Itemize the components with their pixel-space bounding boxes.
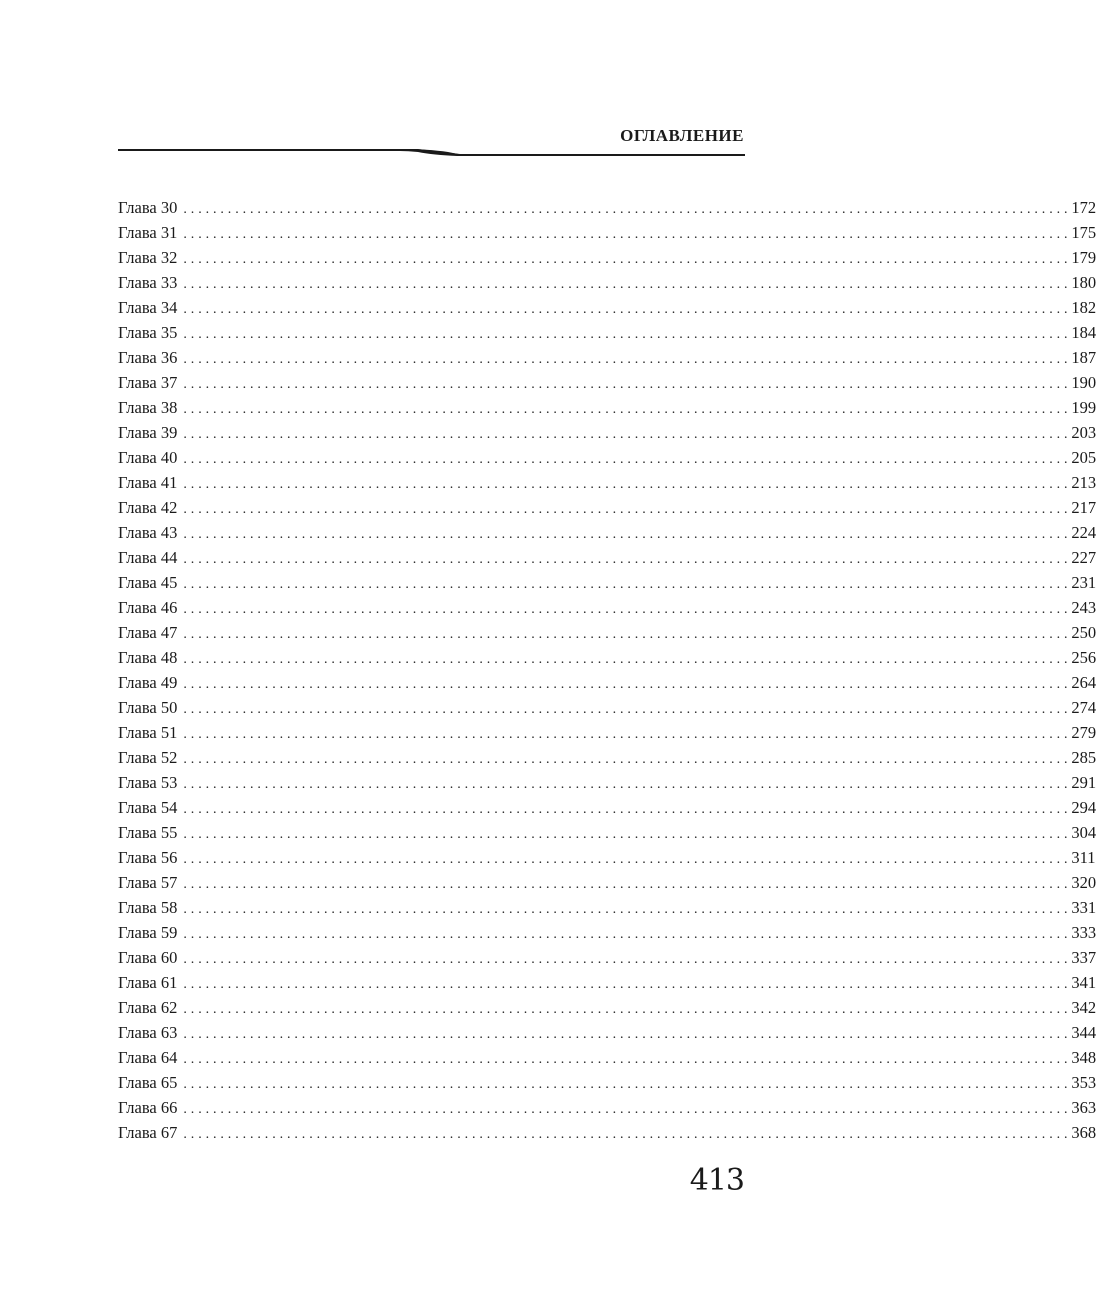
header-divider xyxy=(118,144,745,160)
toc-entry-label: Глава 51 xyxy=(118,723,178,742)
toc-entry[interactable] xyxy=(118,920,1096,945)
toc-entry[interactable] xyxy=(118,1020,1096,1045)
toc-dot-leader: ........................................................................................................................ xyxy=(183,227,1072,242)
toc-dot-leader: ........................................................................................................................ xyxy=(183,202,1072,217)
toc-entry-page: 341 xyxy=(1071,973,1096,992)
toc-entry-page: 182 xyxy=(1071,298,1096,317)
toc-entry[interactable] xyxy=(118,795,1096,820)
toc-dot-leader: ........................................................................................................................ xyxy=(183,1027,1072,1042)
toc-dot-leader: ........................................................................................................................ xyxy=(183,827,1072,842)
toc-entry-label: Глава 66 xyxy=(118,1098,178,1117)
toc-dot-leader: ........................................................................................................................ xyxy=(183,702,1072,717)
toc-dot-leader: ........................................................................................................................ xyxy=(183,577,1072,592)
toc-entry-label: Глава 33 xyxy=(118,273,178,292)
toc-entry[interactable] xyxy=(118,720,1096,745)
toc-dot-leader: ........................................................................................................................ xyxy=(183,852,1072,867)
toc-entry-page: 227 xyxy=(1071,548,1096,567)
toc-dot-leader: ........................................................................................................................ xyxy=(183,502,1072,517)
toc-entry[interactable] xyxy=(118,520,1096,545)
toc-entry-label: Глава 35 xyxy=(118,323,178,342)
toc-entry-label: Глава 43 xyxy=(118,523,178,542)
toc-entry[interactable] xyxy=(118,570,1096,595)
toc-entry-label: Глава 63 xyxy=(118,1023,178,1042)
toc-entry[interactable] xyxy=(118,945,1096,970)
toc-entry-page: 175 xyxy=(1071,223,1096,242)
toc-dot-leader: ........................................................................................................................ xyxy=(183,352,1072,367)
toc-entry-page: 231 xyxy=(1071,573,1096,592)
toc-entry-label: Глава 62 xyxy=(118,998,178,1017)
toc-entry-page: 285 xyxy=(1071,748,1096,767)
toc-entry[interactable] xyxy=(118,245,1096,270)
toc-entry-page: 172 xyxy=(1071,198,1096,217)
toc-entry[interactable] xyxy=(118,470,1096,495)
toc-dot-leader: ........................................................................................................................ xyxy=(183,377,1072,392)
toc-entry[interactable] xyxy=(118,445,1096,470)
toc-entry-label: Глава 67 xyxy=(118,1123,178,1142)
toc-entry-label: Глава 56 xyxy=(118,848,178,867)
toc-dot-leader: ........................................................................................................................ xyxy=(183,552,1072,567)
toc-entry-page: 368 xyxy=(1071,1123,1096,1142)
toc-dot-leader: ........................................................................................................................ xyxy=(183,1077,1072,1092)
toc-entry[interactable] xyxy=(118,620,1096,645)
toc-entry[interactable] xyxy=(118,295,1096,320)
toc-entry-label: Глава 47 xyxy=(118,623,178,642)
toc-entry-page: 184 xyxy=(1071,323,1096,342)
toc-entry[interactable] xyxy=(118,495,1096,520)
toc-entry-label: Глава 48 xyxy=(118,648,178,667)
toc-dot-leader: ........................................................................................................................ xyxy=(183,527,1072,542)
toc-entry-page: 348 xyxy=(1071,1048,1096,1067)
toc-entry[interactable] xyxy=(118,970,1096,995)
toc-entry-label: Глава 42 xyxy=(118,498,178,517)
toc-dot-leader: ........................................................................................................................ xyxy=(183,777,1072,792)
toc-entry-page: 264 xyxy=(1071,673,1096,692)
toc-dot-leader: ........................................................................................................................ xyxy=(183,952,1072,967)
toc-entry-page: 205 xyxy=(1071,448,1096,467)
toc-entry[interactable] xyxy=(118,995,1096,1020)
toc-entry[interactable] xyxy=(118,395,1096,420)
toc-entry-label: Глава 53 xyxy=(118,773,178,792)
toc-entry[interactable] xyxy=(118,420,1096,445)
toc-entry[interactable] xyxy=(118,695,1096,720)
toc-entry-label: Глава 52 xyxy=(118,748,178,767)
toc-entry-label: Глава 61 xyxy=(118,973,178,992)
toc-dot-leader: ........................................................................................................................ xyxy=(183,452,1072,467)
toc-entry-label: Глава 60 xyxy=(118,948,178,967)
toc-entry-page: 243 xyxy=(1071,598,1096,617)
toc-entry-page: 187 xyxy=(1071,348,1096,367)
toc-dot-leader: ........................................................................................................................ xyxy=(183,1002,1072,1017)
toc-entry-page: 337 xyxy=(1071,948,1096,967)
toc-entry-page: 294 xyxy=(1071,798,1096,817)
toc-entry-label: Глава 37 xyxy=(118,373,178,392)
toc-entry[interactable] xyxy=(118,320,1096,345)
running-header-title: ОГЛАВЛЕНИЕ xyxy=(620,126,744,145)
toc-entry-label: Глава 58 xyxy=(118,898,178,917)
toc-entry[interactable] xyxy=(118,845,1096,870)
toc-entry-page: 180 xyxy=(1071,273,1096,292)
toc-entry-label: Глава 30 xyxy=(118,198,178,217)
toc-dot-leader: ........................................................................................................................ xyxy=(183,677,1072,692)
toc-entry-label: Глава 31 xyxy=(118,223,178,242)
toc-entry-label: Глава 49 xyxy=(118,673,178,692)
toc-entry[interactable] xyxy=(118,370,1096,395)
toc-entry[interactable] xyxy=(118,820,1096,845)
table-of-contents xyxy=(118,195,1096,1145)
toc-entry[interactable] xyxy=(118,345,1096,370)
toc-dot-leader: ........................................................................................................................ xyxy=(183,727,1072,742)
toc-entry[interactable] xyxy=(118,1070,1096,1095)
toc-entry[interactable] xyxy=(118,270,1096,295)
toc-dot-leader: ........................................................................................................................ xyxy=(183,877,1072,892)
toc-entry-label: Глава 34 xyxy=(118,298,178,317)
toc-entry[interactable] xyxy=(118,670,1096,695)
toc-entry-label: Глава 64 xyxy=(118,1048,178,1067)
toc-entry-page: 353 xyxy=(1071,1073,1096,1092)
toc-entry-label: Глава 38 xyxy=(118,398,178,417)
toc-entry-page: 279 xyxy=(1071,723,1096,742)
toc-entry[interactable] xyxy=(118,595,1096,620)
toc-entry-page: 304 xyxy=(1071,823,1096,842)
toc-entry[interactable] xyxy=(118,895,1096,920)
toc-entry-page: 250 xyxy=(1071,623,1096,642)
toc-entry[interactable] xyxy=(118,220,1096,245)
toc-entry[interactable] xyxy=(118,870,1096,895)
toc-dot-leader: ........................................................................................................................ xyxy=(183,302,1072,317)
toc-entry-page: 344 xyxy=(1071,1023,1096,1042)
toc-entry[interactable] xyxy=(118,745,1096,770)
toc-dot-leader: ........................................................................................................................ xyxy=(183,1102,1072,1117)
toc-dot-leader: ........................................................................................................................ xyxy=(183,627,1072,642)
toc-entry-label: Глава 41 xyxy=(118,473,178,492)
toc-entry-page: 213 xyxy=(1071,473,1096,492)
toc-entry-label: Глава 55 xyxy=(118,823,178,842)
toc-dot-leader: ........................................................................................................................ xyxy=(183,1052,1072,1067)
toc-entry-page: 342 xyxy=(1071,998,1096,1017)
toc-entry[interactable] xyxy=(118,545,1096,570)
toc-entry-label: Глава 39 xyxy=(118,423,178,442)
page-number: 413 xyxy=(689,1163,744,1198)
toc-entry-label: Глава 44 xyxy=(118,548,178,567)
toc-dot-leader: ........................................................................................................................ xyxy=(183,1127,1072,1142)
toc-entry[interactable] xyxy=(118,1120,1096,1145)
toc-entry-label: Глава 32 xyxy=(118,248,178,267)
toc-entry-page: 320 xyxy=(1071,873,1096,892)
toc-entry-page: 217 xyxy=(1071,498,1096,517)
toc-entry-label: Глава 46 xyxy=(118,598,178,617)
toc-entry-label: Глава 36 xyxy=(118,348,178,367)
toc-entry-label: Глава 40 xyxy=(118,448,178,467)
toc-entry-page: 311 xyxy=(1071,848,1096,867)
toc-dot-leader: ........................................................................................................................ xyxy=(183,327,1072,342)
toc-entry[interactable] xyxy=(118,770,1096,795)
toc-entry[interactable] xyxy=(118,1045,1096,1070)
toc-entry-label: Глава 59 xyxy=(118,923,178,942)
toc-entry-page: 333 xyxy=(1071,923,1096,942)
toc-dot-leader: ........................................................................................................................ xyxy=(183,477,1072,492)
toc-entry-page: 199 xyxy=(1071,398,1096,417)
toc-entry-label: Глава 54 xyxy=(118,798,178,817)
toc-entry-page: 190 xyxy=(1071,373,1096,392)
toc-dot-leader: ........................................................................................................................ xyxy=(183,802,1072,817)
toc-entry-label: Глава 65 xyxy=(118,1073,178,1092)
toc-entry-page: 203 xyxy=(1071,423,1096,442)
toc-entry-page: 256 xyxy=(1071,648,1096,667)
toc-entry-page: 291 xyxy=(1071,773,1096,792)
toc-entry[interactable] xyxy=(118,1095,1096,1120)
toc-dot-leader: ........................................................................................................................ xyxy=(183,277,1072,292)
toc-dot-leader: ........................................................................................................................ xyxy=(183,652,1072,667)
toc-entry-label: Глава 57 xyxy=(118,873,178,892)
toc-dot-leader: ........................................................................................................................ xyxy=(183,427,1072,442)
toc-dot-leader: ........................................................................................................................ xyxy=(183,252,1072,267)
toc-dot-leader: ........................................................................................................................ xyxy=(183,402,1072,417)
toc-entry-label: Глава 50 xyxy=(118,698,178,717)
toc-dot-leader: ........................................................................................................................ xyxy=(183,927,1072,942)
toc-dot-leader: ........................................................................................................................ xyxy=(183,752,1072,767)
toc-dot-leader: ........................................................................................................................ xyxy=(183,977,1072,992)
toc-entry-page: 224 xyxy=(1071,523,1096,542)
toc-entry-page: 274 xyxy=(1071,698,1096,717)
toc-entry-page: 179 xyxy=(1071,248,1096,267)
toc-dot-leader: ........................................................................................................................ xyxy=(183,602,1072,617)
toc-entry-page: 363 xyxy=(1071,1098,1096,1117)
toc-entry-page: 331 xyxy=(1071,898,1096,917)
toc-dot-leader: ........................................................................................................................ xyxy=(183,902,1072,917)
toc-entry[interactable] xyxy=(118,645,1096,670)
toc-entry-label: Глава 45 xyxy=(118,573,178,592)
toc-entry[interactable] xyxy=(118,195,1096,220)
